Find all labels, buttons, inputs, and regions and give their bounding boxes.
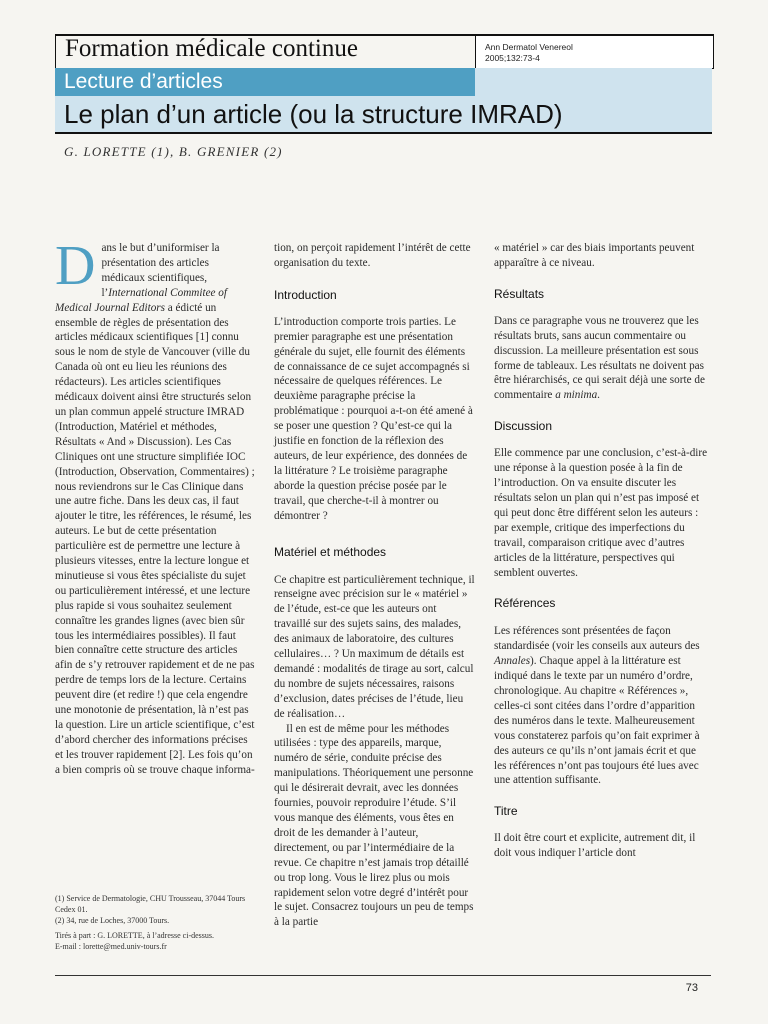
title-band (55, 68, 712, 132)
journal-ref: 2005;132:73-4 (485, 53, 540, 63)
series-title-box (55, 34, 476, 68)
footer-rule (55, 975, 711, 976)
heading-title: Titre (494, 804, 518, 819)
paragraph-intro: ans le but d’uniformiser la présentation des articles médicaux scientifiques, l’International Commitee of Medical Journal Editors a édicté un ensemble de règles de présentation des articles médicaux scientifiques [1] connu sous le nom de style de Vancouver (ville du Canada où ont eu lieu les réunions des rédacteurs). Les articles scientifiques médicaux doivent ainsi être structurés selon un plan commun appelé structure IMRAD (Introduction, Matériel et méthodes, Résultats « And » Discussion). Les Cas Cliniques ont une structure simplifiée IOC (Introduction, Observation, Commentaires) ; nous reviendrons sur le Cas Clinique dans une autre fiche. Dans les deux cas, il faut ajouter le titre, les références, le résumé, les auteurs. Le but de cette présentation particulière est de permettre une lecture à plusieurs vitesses, entre la lecture longue et minutieuse si vous êtes spécialiste du sujet ou particulièrement intéressé, et une lecture plus rapide si vous souhaitez seulement connaître les grandes lignes (avec bien sûr tous les intermédiaires possibles). Il faut bien connaître cette structure des articles afin de s’y retrouver rapidement et de ne pas perdre de temps lors de la lecture. Certains peuvent dire (et redire !) que cela engendre une monotonie de présentation, là n’est pas la question. Lire un article scientifique, c’est d’abord chercher des informations précises et les trouver rapidement [2]. Les fois qu’on a bien compris où se trouve chaque informa- (55, 242, 255, 776)
paragraph-results: Dans ce paragraphe vous ne trouverez que les résultats bruts, sans aucun commentaire ou discussion. La meilleure présentation est sous forme de tableaux. Les résultats ne doivent pas être hiérarchisés, ce qui serait déjà une sorte de commentaire a minima. (494, 314, 705, 402)
series-title: Formation médicale continue (65, 35, 358, 62)
journal-reference-box (475, 34, 714, 69)
paragraph-discussion: Elle commence par une conclusion, c’est-à-dire une réponse à la question posée à la fin de l’introduction. On va ensuite discuter les résultats selon un plan qui n’est pas imposé et qui peut donc être différent selon les auteurs : par exemple, critique des imperfections du travail, comparaison critique avec d’autres articles de la littérature, perspectives qui semblent ouvertes. (494, 447, 708, 579)
title-row (55, 34, 712, 68)
reprint-note: Tirés à part : G. LORETTE, à l’adresse ci-dessus. (55, 931, 214, 940)
article-header (55, 34, 712, 129)
section-band (55, 68, 475, 96)
title-rule (55, 132, 712, 134)
heading-references: Références (494, 596, 556, 611)
column-2 (274, 241, 475, 930)
paragraph-references: Les références sont présentées de façon standardisée (voir les conseils aux auteurs des Annales). Chaque appel à la littérature est indiqué dans le texte par un numéro d’ordre, chronologique. Au chapitre « Références », celles-ci sont citées dans l’ordre d’apparition des numéros dans le texte. Malheureusement vous constaterez parfois qu’on fait exprimer à des auteurs ce qu’ils n’ont jamais écrit et que les références n’ont pas toujours été lues avec une attention suffisante. (494, 625, 700, 787)
page-number: 73 (685, 982, 698, 994)
column-1 (55, 235, 255, 778)
paragraph-title: Il doit être court et explicite, autrement dit, il doit vous indiquer l’article dont (494, 832, 696, 860)
heading-results: Résultats (494, 286, 545, 301)
drop-cap: D (55, 235, 96, 297)
footnote-1: (1) Service de Dermatologie, CHU Trousseau, 37044 Tours Cedex 01. (55, 894, 246, 914)
paragraph-introduction: L’introduction comporte trois parties. Le premier paragraphe est une présentation générale du sujet, elle fournit des éléments de connaissance de ce sujet accompagnés si nécessaire de quelques références. Le deuxième paragraphe précise la problématique : pourquoi a-t-on été amené à se poser une question ? Qu’est-ce qui la justifie en fonction de la réflexion des auteurs, de leur expérience, des données de la littérature ? Le troisième paragraphe aborde la question précise posée par le travail, que cherche-t-il à montrer ou démontrer ? (274, 315, 473, 522)
heading-introduction: Introduction (274, 287, 337, 302)
authors: G. LORETTE (1), B. GRENIER (2) (64, 144, 283, 159)
footnotes (55, 893, 265, 952)
email-note: E-mail : lorette@med.univ-tours.fr (55, 942, 167, 951)
heading-discussion: Discussion (494, 419, 553, 434)
column-3 (494, 241, 708, 861)
heading-methods: Matériel et méthodes (274, 544, 387, 559)
journal-name: Ann Dermatol Venereol (485, 42, 573, 52)
article-title: Le plan d’un article (ou la structure IMRAD) (64, 99, 563, 129)
section-title: Lecture d’articles (64, 70, 223, 93)
org-name: International Commitee of Medical Journal Editors (55, 286, 227, 314)
paragraph-continuation: tion, on perçoit rapidement l’intérêt de cette organisation du texte. (274, 242, 471, 269)
paragraph-continuation: « matériel » car des biais importants peuvent apparaître à ce niveau. (494, 242, 695, 269)
paragraph-methods-2: Il en est de même pour les méthodes utilisées : type des appareils, marque, numéro de série, conduite précise des manipulations. Théoriquement une personne qui le désirerait devrait, avec les données fournies, pouvoir reproduire l’étude. S’il vous manque des éléments, vous êtes en droit de les demander à l’auteur, directement, ou par l’intermédiaire de la revue. Ce chapitre n’est jamais trop détaillé ou trop long. Vous le lirez plus ou mois rapidement selon votre degré d’intérêt pour le sujet. Consacrez toujours un peu de temps à la partie (274, 722, 474, 929)
footnote-2: (2) 34, rue de Loches, 37000 Tours. (55, 916, 170, 925)
paragraph-methods-1: Ce chapitre est particulièrement technique, il renseigne avec précision sur le « matériel » de l’étude, est-ce que les auteurs ont travaillé sur des sujets sains, des malades, des animaux de laboratoire, des cultures cellulaires… ? Un maximum de détails est demandé : modalités de tirage au sort, calcul du nombre de sujets nécessaires, raisons d’exclusion, dates précises de l’étude, lieu de réalisation… (274, 573, 475, 720)
